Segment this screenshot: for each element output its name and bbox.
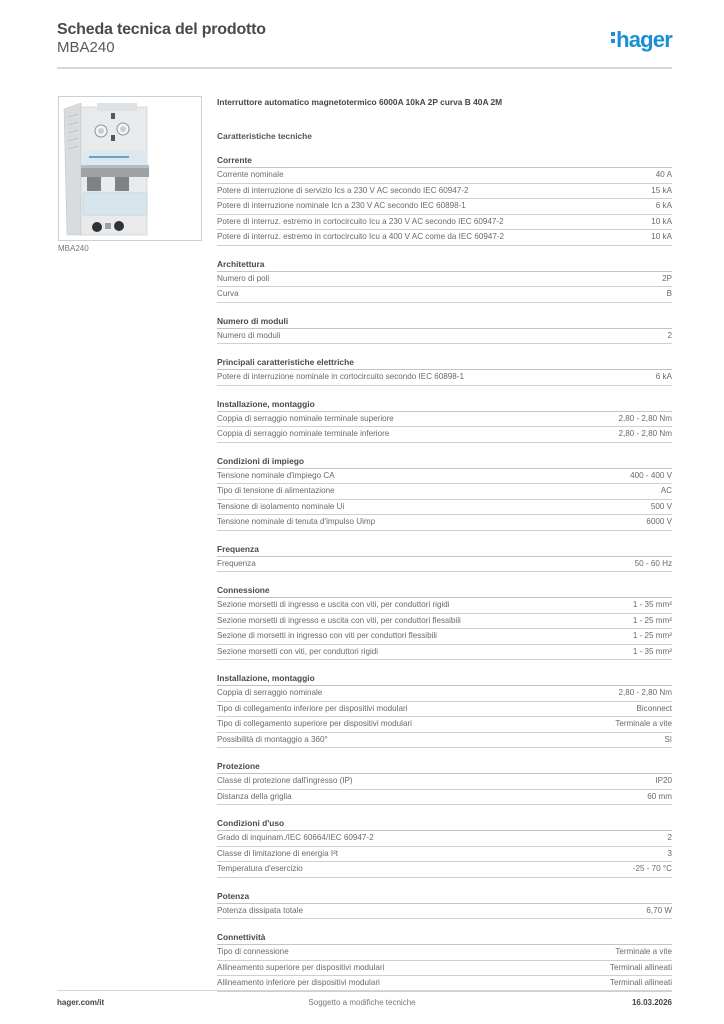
spec-section (217, 154, 672, 246)
spec-label: Coppia di serraggio nominale (217, 688, 323, 697)
spec-row (217, 598, 672, 614)
header-divider (57, 67, 672, 69)
spec-row (217, 702, 672, 718)
spec-label: Distanza della griglia (217, 791, 292, 801)
spec-value: Terminale a vite (615, 719, 672, 728)
spec-value: 1 - 35 mm² (632, 646, 672, 656)
product-code: MBA240 (57, 39, 115, 56)
spec-section (217, 817, 672, 878)
spec-row (217, 230, 672, 246)
footer-date: 16.03.2026 (631, 998, 672, 1007)
spec-row (217, 945, 672, 961)
spec-row (217, 790, 672, 806)
image-caption: MBA240 (58, 244, 89, 253)
spec-section (217, 584, 672, 660)
spec-row (217, 645, 672, 661)
spec-row (217, 184, 672, 200)
logo-text: hager (616, 27, 672, 52)
spec-row (217, 717, 672, 733)
spec-label: Sezione morsetti con viti, per conduttori rigidi (217, 646, 379, 656)
section-heading: Installazione, montaggio (217, 398, 672, 412)
spec-label: Tipo di connessione (217, 947, 289, 956)
spec-label: Possibilità di montaggio a 360° (217, 734, 328, 744)
spec-value: -25 - 70 °C (632, 864, 672, 873)
spec-row (217, 469, 672, 485)
spec-row (217, 215, 672, 231)
section-heading: Protezione (217, 760, 672, 774)
spec-label: Tipo di collegamento superiore per dispositivi modulari (217, 719, 412, 728)
spec-row (217, 329, 672, 345)
footer-divider (57, 990, 672, 991)
spec-value: 60 mm (647, 791, 672, 801)
spec-section (217, 398, 672, 443)
section-heading: Frequenza (217, 543, 672, 557)
spec-value: 2P (662, 273, 672, 283)
spec-value: 1 - 35 mm² (632, 600, 672, 609)
spec-value: 500 V (650, 501, 672, 511)
spec-label: Coppia di serraggio nominale terminale inferiore (217, 429, 390, 438)
spec-value: Terminali allineati (609, 978, 672, 987)
spec-value: 2,80 - 2,80 Nm (618, 413, 672, 423)
spec-label: Tipo di tensione di alimentazione (217, 486, 335, 495)
product-image (58, 96, 202, 241)
spec-section (217, 760, 672, 805)
spec-sections (217, 154, 672, 992)
spec-value: 2,80 - 2,80 Nm (618, 688, 672, 697)
spec-value: Terminali allineati (609, 962, 672, 972)
spec-row (217, 847, 672, 863)
spec-label: Sezione morsetti di ingresso e uscita con viti, per conduttori flessibili (217, 615, 461, 625)
section-heading: Potenza (217, 890, 672, 904)
spec-label: Allineamento superiore per dispositivi modulari (217, 962, 385, 972)
spec-label: Potere di interruz. estremo in cortocircuito Icu a 230 V AC secondo IEC 60947-2 (217, 216, 504, 226)
spec-row (217, 484, 672, 500)
spec-value: 40 A (655, 170, 672, 179)
spec-label: Potere di interruzione nominale in cortocircuito secondo IEC 60898-1 (217, 372, 464, 381)
spec-label: Temperatura d'esercizio (217, 864, 303, 873)
spec-value: Terminale a vite (615, 947, 672, 956)
section-heading: Connettività (217, 931, 672, 945)
section-heading: Numero di moduli (217, 315, 672, 329)
spec-value: Sì (664, 734, 672, 744)
spec-label: Sezione di morsetti in ingresso con viti per conduttori flessibili (217, 631, 437, 640)
footer-website-link[interactable]: hager.com/it (57, 998, 105, 1007)
spec-value: 6 kA (655, 201, 672, 210)
section-heading: Principali caratteristiche elettriche (217, 356, 672, 370)
spec-row (217, 686, 672, 702)
spec-row (217, 774, 672, 790)
spec-label: Classe di protezione dall'ingresso (IP) (217, 776, 353, 785)
logo-colon-icon (611, 29, 616, 46)
spec-row (217, 427, 672, 443)
spec-label: Tensione nominale di tenuta d'impulso Uimp (217, 517, 376, 526)
spec-row (217, 557, 672, 573)
spec-value: IP20 (655, 776, 672, 785)
spec-value: 15 kA (651, 185, 672, 195)
spec-row (217, 515, 672, 531)
product-description: Interruttore automatico magnetotermico 6000A 10kA 2P curva B 40A 2M (217, 97, 503, 107)
spec-value: 10 kA (651, 216, 672, 226)
spec-label: Potere di interruzione nominale Icn a 230 V AC secondo IEC 60898-1 (217, 201, 466, 210)
spec-value: 6,70 W (646, 905, 672, 915)
spec-label: Potere di interruz. estremo in cortocircuito Icu a 400 V AC come da IEC 60947-2 (217, 232, 505, 241)
spec-row (217, 168, 672, 184)
spec-section (217, 931, 672, 992)
spec-label: Tensione di isolamento nominale Ui (217, 501, 345, 511)
spec-row (217, 199, 672, 215)
spec-section (217, 315, 672, 345)
spec-content (217, 96, 672, 992)
section-heading: Condizioni d'uso (217, 817, 672, 831)
circuit-breaker-icon (59, 97, 201, 240)
spec-row (217, 272, 672, 288)
spec-row (217, 412, 672, 428)
spec-section (217, 356, 672, 386)
spec-value: 2 (667, 833, 672, 842)
spec-row (217, 862, 672, 878)
spec-row (217, 500, 672, 516)
section-heading: Architettura (217, 258, 672, 272)
spec-row (217, 370, 672, 386)
section-heading: Condizioni di impiego (217, 455, 672, 469)
hager-logo (611, 27, 672, 53)
specs-title: Caratteristiche tecniche (217, 131, 312, 141)
spec-section (217, 455, 672, 531)
spec-row (217, 831, 672, 847)
spec-value: 6 kA (655, 372, 672, 381)
spec-value: 2,80 - 2,80 Nm (618, 429, 672, 438)
spec-value: Biconnect (636, 703, 672, 713)
section-heading: Installazione, montaggio (217, 672, 672, 686)
page-title: Scheda tecnica del prodotto (57, 21, 266, 38)
spec-row (217, 614, 672, 630)
spec-label: Grado di inquinam./IEC 60664/IEC 60947-2 (217, 833, 374, 842)
spec-label: Curva (217, 289, 239, 298)
spec-value: B (666, 289, 672, 298)
spec-label: Coppia di serraggio nominale terminale superiore (217, 413, 394, 423)
spec-label: Potere di interruzione di servizio Ics a 230 V AC secondo IEC 60947-2 (217, 185, 469, 195)
footer-notice: Soggetto a modifiche tecniche (308, 998, 416, 1007)
spec-label: Allineamento inferiore per dispositivi modulari (217, 978, 380, 987)
spec-value: 2 (667, 330, 672, 340)
spec-label: Tensione nominale d'impiego CA (217, 470, 335, 480)
spec-value: 10 kA (651, 232, 672, 241)
spec-row (217, 904, 672, 920)
spec-section (217, 672, 672, 748)
spec-label: Frequenza (217, 558, 256, 568)
spec-label: Potenza dissipata totale (217, 905, 303, 915)
spec-label: Classe di limitazione di energia I²t (217, 848, 339, 858)
spec-section (217, 543, 672, 573)
section-heading: Connessione (217, 584, 672, 598)
spec-row (217, 629, 672, 645)
spec-value: 1 - 25 mm² (632, 631, 672, 640)
section-heading: Corrente (217, 154, 672, 168)
spec-row (217, 733, 672, 749)
spec-section (217, 258, 672, 303)
spec-value: 1 - 25 mm² (632, 615, 672, 625)
spec-label: Numero di moduli (217, 330, 281, 340)
spec-label: Tipo di collegamento inferiore per dispositivi modulari (217, 703, 408, 713)
spec-value: 6000 V (646, 517, 672, 526)
spec-label: Numero di poli (217, 273, 270, 283)
spec-value: 3 (667, 848, 672, 858)
spec-label: Sezione morsetti di ingresso e uscita con viti, per conduttori rigidi (217, 600, 450, 609)
spec-value: 50 - 60 Hz (634, 558, 672, 568)
spec-label: Corrente nominale (217, 170, 284, 179)
spec-section (217, 890, 672, 920)
spec-value: AC (660, 486, 672, 495)
spec-row (217, 961, 672, 977)
spec-row (217, 287, 672, 303)
spec-value: 400 - 400 V (630, 470, 672, 480)
